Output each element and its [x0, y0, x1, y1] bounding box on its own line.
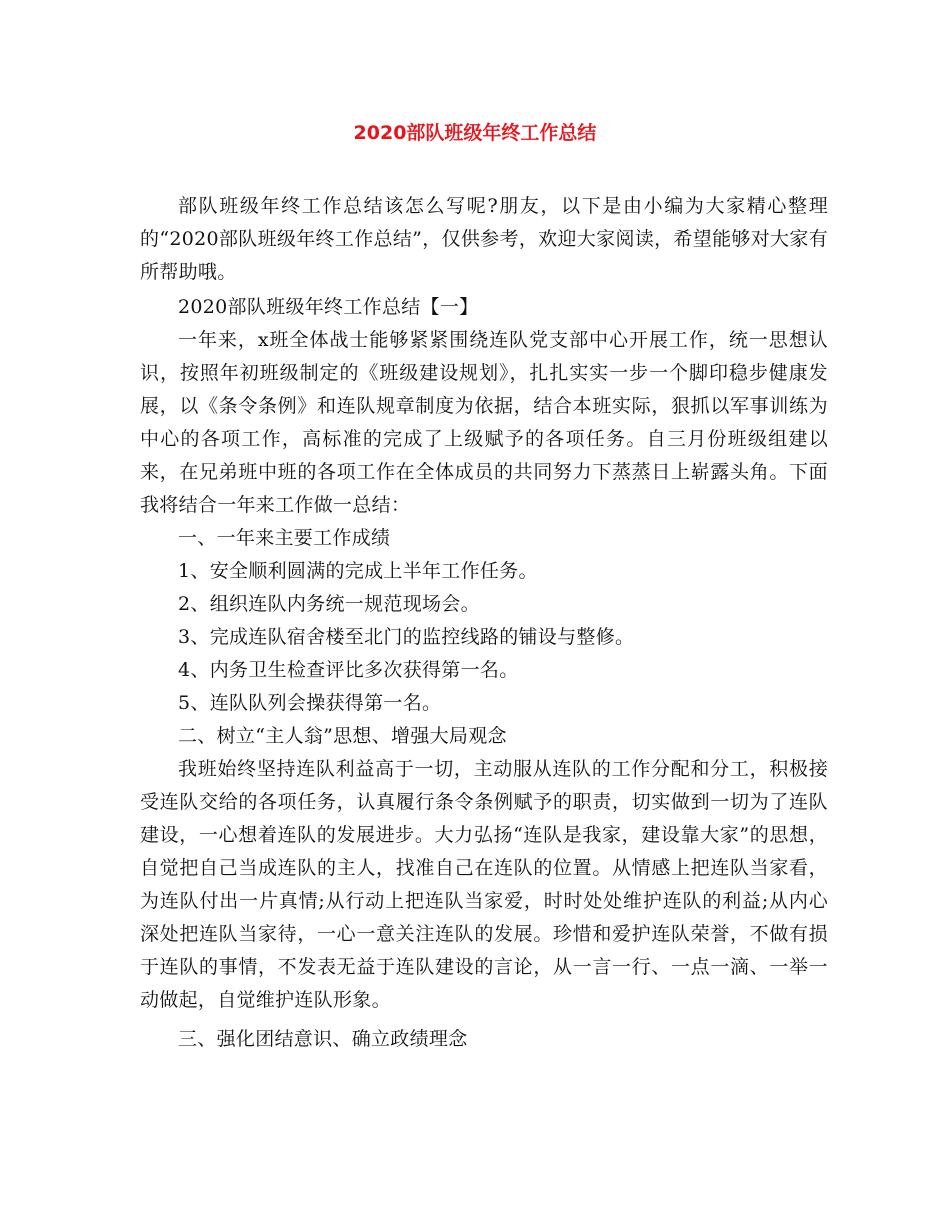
list-item: 3、完成连队宿舍楼至北门的监控线路的铺设与整修。 — [178, 626, 635, 648]
section-heading-one: 2020部队班级年终工作总结【一】 — [178, 296, 479, 318]
subheading-unity: 三、强化团结意识、确立政绩理念 — [178, 1028, 468, 1050]
list-item: 5、连队队列会操获得第一名。 — [178, 692, 442, 714]
list-item: 2、组织连队内务统一规范现场会。 — [178, 593, 480, 615]
document-title: 2020部队班级年终工作总结 — [353, 122, 597, 144]
document-body — [140, 190, 828, 1056]
list-item: 4、内务卫生检查评比多次获得第一名。 — [178, 659, 519, 681]
list-item: 1、安全顺利圆满的完成上半年工作任务。 — [178, 560, 538, 582]
subheading-ownership: 二、树立“主人翁”思想、增强大局观念 — [178, 725, 507, 747]
summary-paragraph: 一年来，x班全体战士能够紧紧围绕连队党支部中心开展工作，统一思想认识，按照年初班级制定的《班级建设规划》，扎扎实实一步一个脚印稳步健康发展，以《条令条例》和连队规章制度为依据，结合本班实际，狠抓以军事训练为中心的各项工作，高标准的完成了上级赋予的各项任务。自三月份班级组建以来，在兄弟班中班的各项工作在全体成员的共同努力下蒸蒸日上崭露头角。下面我将结合一年来工作做一总结： — [140, 329, 828, 516]
ownership-paragraph: 我班始终坚持连队利益高于一切，主动服从连队的工作分配和分工，积极接受连队交给的各项任务，认真履行条令条例赋予的职责，切实做到一切为了连队建设，一心想着连队的发展进步。大力弘扬“连队是我家，建设靠大家”的思想，自觉把自己当成连队的主人，找准自己在连队的位置。从情感上把连队当家看，为连队付出一片真情;从行动上把连队当家爱，时时处处维护连队的利益;从内心深处把连队当家待，一心一意关注连队的发展。珍惜和爱护连队荣誉，不做有损于连队的事情，不发表无益于连队建设的言论，从一言一行、一点一滴、一举一动做起，自觉维护连队形象。 — [140, 758, 828, 1011]
subheading-achievements: 一、一年来主要工作成绩 — [178, 527, 391, 549]
intro-paragraph: 部队班级年终工作总结该怎么写呢?朋友，以下是由小编为大家精心整理的“2020部队班级年终工作总结”，仅供参考，欢迎大家阅读，希望能够对大家有所帮助哦。 — [140, 195, 828, 283]
